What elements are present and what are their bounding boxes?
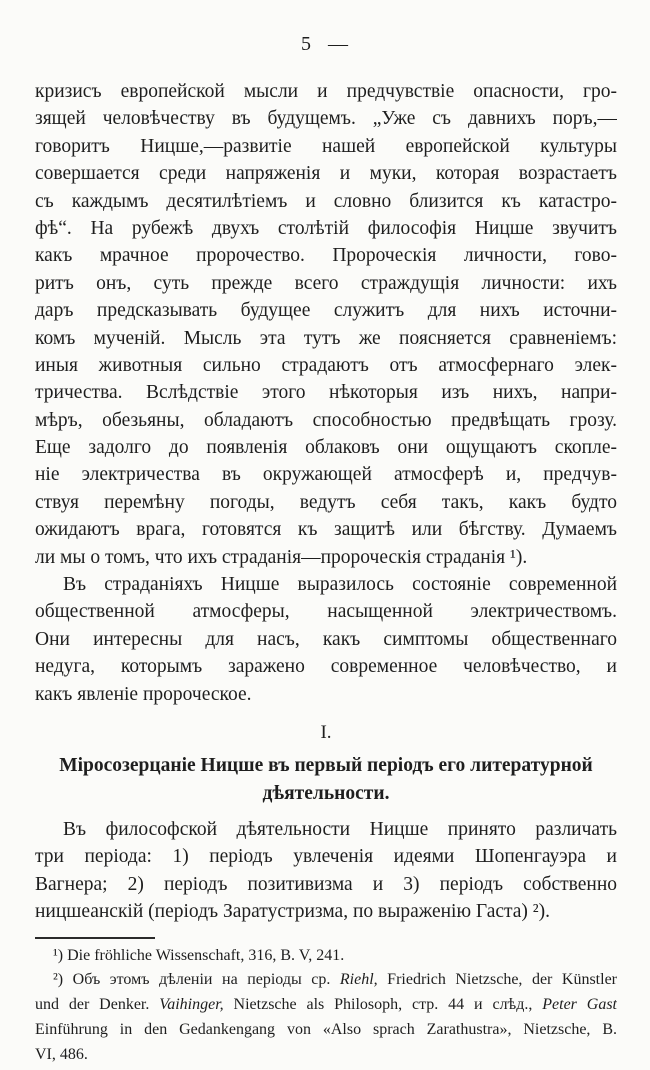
body-line: комъ мученій. Мысль эта тутъ же поясняется сравненіемъ: [35, 327, 617, 349]
footnote-text-italic: Peter Gast [542, 996, 617, 1014]
chapter-heading-line: Міросозерцаніе Ницше въ первый періодъ его литературной [59, 754, 593, 776]
body-line: фѣ“. На рубежѣ двухъ столѣтій философія Ницше звучитъ [35, 217, 617, 239]
body-line: ніе электричества въ окружающей атмосферѣ и, предчув- [35, 464, 617, 486]
chapter-heading [35, 752, 617, 808]
paragraph-2 [35, 571, 617, 708]
body-line: тричества. Вслѣдствіе этого нѣкоторыя изъ нихъ, напри- [35, 382, 617, 404]
page-number: 5 [301, 33, 312, 55]
section-number: I. [320, 721, 332, 743]
footnote-line [35, 968, 617, 993]
header-dash: — [328, 33, 349, 55]
footnote-line: Einführung in den Gedankengang von «Also sprach Zarathustra», Nietzsche, B. [35, 1020, 617, 1038]
footnote-line [35, 993, 617, 1018]
body-line: Вагнера; 2) періодъ позитивизма и 3) періодъ собственно [35, 873, 617, 895]
footnotes [35, 944, 617, 1068]
footnote-line: VI, 486. [35, 1045, 88, 1063]
footnote-text-italic: Riehl, [339, 971, 378, 989]
body-line: ствуя перемѣну погоды, ведутъ себя такъ, какъ будто [35, 491, 617, 513]
body-line: недуга, которымъ заражено современное человѣчество, и [35, 656, 617, 678]
body-line: Они интересны для насъ, какъ симптомы общественнаго [35, 628, 617, 650]
body-line: Еще задолго до появленія облаковъ они ощущаютъ скопле- [35, 437, 617, 459]
body-line: ницшеанскій (періодъ Заратустризма, по выраженію Гаста) ²). [35, 901, 550, 923]
footnote-1: ¹) Die fröhliche Wissenschaft, 316, B. V, 241. [53, 946, 345, 964]
footnote-text: ²) Объ этомъ дѣленіи на періоды ср. [53, 971, 340, 989]
footnote-2 [35, 968, 617, 1067]
body-line: какъ явленіе пророческое. [35, 683, 252, 705]
body-line: даръ предсказывать будущее служитъ для нихъ источни- [35, 300, 617, 322]
body-line: Въ страданіяхъ Ницше выразилось состояніе современной [63, 574, 617, 596]
body-line: мѣръ, обезьяны, обладаютъ способностью предвѣщать грозу. [35, 409, 617, 431]
body-line: ритъ онъ, суть прежде всего страждущія личности: ихъ [35, 272, 617, 294]
body-line: зящей человѣчеству въ будущемъ. „Уже съ давнихъ поръ,— [35, 108, 617, 130]
body-line: общественной атмосферы, насыщенной электричествомъ. [35, 601, 617, 623]
body-line: ли мы о томъ, что ихъ страданія—пророческія страданія ¹). [35, 546, 528, 568]
body-line: ожидаютъ врага, готовятся къ защитѣ или бѣгству. Думаемъ [35, 519, 617, 541]
running-head [0, 0, 650, 55]
body-line: какъ мрачное пророчество. Пророческія личности, гово- [35, 245, 617, 267]
footnote-text-italic: Vaihinger, [159, 996, 224, 1014]
body-line: Въ философской дѣятельности Ницше принято различать [63, 818, 617, 840]
body-line: кризисъ европейской мысли и предчувствіе опасности, гро- [35, 81, 617, 102]
body-line: совершается среди напряженія и муки, которая возрастаетъ [35, 163, 617, 185]
footnote-separator [35, 937, 155, 939]
footnote-text: Nietzsche als Philosoph, стр. 44 и слѣд., [223, 996, 543, 1014]
body-line: три періода: 1) періодъ увлеченія идеями Шопенгауэра и [35, 846, 617, 868]
footnote-text: Friedrich Nietzsche, der Künstler [377, 971, 617, 989]
body-line: иныя животныя сильно страдаютъ отъ атмосфернаго элек- [35, 354, 617, 376]
body-line: съ каждымъ десятилѣтіемъ и словно близится къ катастро- [35, 190, 617, 212]
chapter-heading-line: дѣятельности. [262, 782, 390, 804]
paragraph-1 [35, 78, 617, 571]
body-line: говоритъ Ницше,—развитіе нашей европейской культуры [35, 135, 617, 157]
text-column [35, 78, 617, 926]
paragraph-3 [35, 816, 617, 926]
footnote-text: und der Denker. [35, 996, 160, 1014]
